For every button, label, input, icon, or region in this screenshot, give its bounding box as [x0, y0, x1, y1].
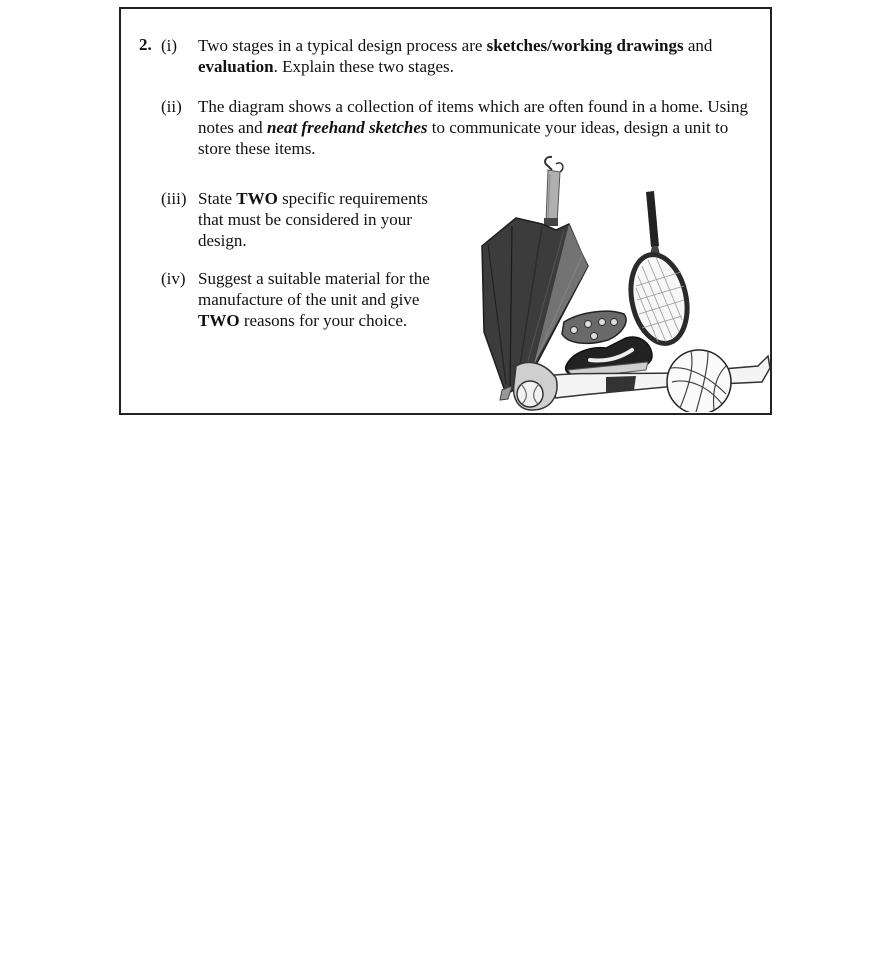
part-i-text — [198, 35, 758, 77]
part-iii-text-2: specific requirements that must be considered in your design. — [198, 189, 428, 250]
part-ii-text-1: The diagram shows a collection of items which are often found in a home. Using notes and — [198, 97, 748, 137]
part-i-text-1: Two stages in a typical design process are — [198, 36, 487, 55]
part-i-text-3: . Explain these two stages. — [273, 57, 454, 76]
part-ii-numeral: (ii) — [161, 97, 182, 116]
part-iii-text — [198, 188, 448, 251]
part-iii-bold: TWO — [236, 189, 278, 208]
household-items-figure — [476, 154, 771, 412]
part-i-numeral: (i) — [161, 36, 178, 55]
part-ii-text — [198, 96, 760, 159]
question-number: 2. — [139, 35, 152, 54]
part-i-text-2: and — [683, 36, 713, 55]
part-i-bold-1: sketches/working drawings — [486, 36, 684, 55]
part-iv-bold: TWO — [198, 311, 240, 330]
part-iii-text-1: State — [198, 189, 237, 208]
part-iv-text — [198, 268, 453, 331]
sliotar-icon — [517, 381, 543, 407]
part-iii-numeral: (iii) — [161, 189, 187, 208]
tennis-racket-icon — [623, 191, 695, 349]
part-iv-numeral: (iv) — [161, 269, 186, 288]
part-ii-text-2: to communicate your ideas, design a unit to store these items. — [198, 118, 729, 158]
part-i-bold-2: evaluation — [198, 57, 274, 76]
football-icon — [667, 350, 731, 412]
part-ii-bold-italic: neat freehand sketches — [266, 118, 428, 137]
part-iv-text-1: Suggest a suitable material for the manufacture of the unit and give — [198, 269, 430, 309]
part-iv-text-2: reasons for your choice. — [239, 311, 408, 330]
question-box — [119, 7, 772, 415]
